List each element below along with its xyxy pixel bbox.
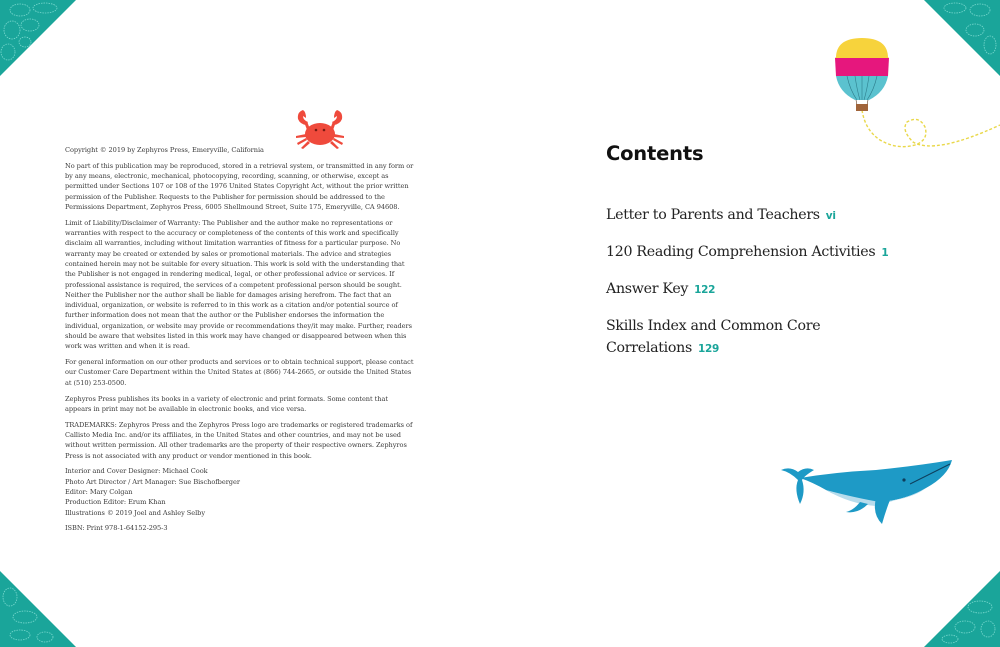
toc-entry[interactable] — [606, 278, 936, 301]
reproduction-notice: No part of this publication may be reproduced, stored in a retrieval system, or transmitted in any form or by any means, electronic, mechanical, photocopying, recording, scanning, or otherwise, except as permitted under Sections 107 or 108 of the 1976 United States Copyright Act, without the prior written permission of the Publisher. Requests to the Publisher for permission should be addressed to the Permissions Department, Zephyros Press, 6005 Shellmound Street, Suite 175, Emeryville, CA 94608. — [65, 161, 414, 211]
toc-entry-label: 120 Reading Comprehension Activities — [606, 244, 876, 260]
trademarks-notice: TRADEMARKS: Zephyros Press and the Zephyros Press logo are trademarks or registered trademarks of Callisto Media Inc. and/or its affiliates, in the United States and other countries, and may not be used without written permission. All other trademarks are the property of their respective owners. Zephyros Press is not associated with any product or vendor mentioned in this book. — [65, 420, 413, 460]
formats-notice: Zephyros Press publishes its books in a variety of electronic and print formats. Some content that appears in print may not be available in electronic books, and vice versa. — [65, 394, 388, 413]
toc-list — [606, 204, 936, 374]
hot-air-balloon-illustration — [825, 30, 1000, 180]
toc-entry-label: Letter to Parents and Teachers — [606, 207, 820, 223]
whale-illustration — [776, 458, 956, 530]
teal-corner-top-left — [0, 0, 80, 80]
toc-entry[interactable] — [606, 315, 846, 360]
toc-entry-page: vi — [825, 210, 836, 222]
credit-line: Photo Art Director / Art Manager: Sue Bischofberger — [65, 477, 240, 486]
toc-entry[interactable] — [606, 241, 936, 264]
toc-entry-page: 1 — [881, 247, 889, 259]
teal-corner-bottom-left — [0, 567, 80, 647]
teal-corner-bottom-right — [920, 567, 1000, 647]
toc-entry-label: Skills Index and Common Core Correlations — [606, 318, 821, 356]
toc-entry-page: 122 — [694, 284, 716, 296]
toc-entry[interactable] — [606, 204, 936, 227]
toc-entry-label: Answer Key — [606, 281, 689, 297]
copyright-line: Copyright © 2019 by Zephyros Press, Emeryville, California — [65, 146, 264, 154]
customer-care-info: For general information on our other products and services or to obtain technical support, please contact our Customer Care Department within the United States at (866) 744-2665, or outside the United States at (510) 253-0500. — [65, 358, 414, 387]
credit-line: Editor: Mary Colgan — [65, 487, 133, 496]
credit-line: Interior and Cover Designer: Michael Cook — [65, 467, 208, 476]
contents-title: Contents — [606, 142, 704, 165]
toc-entry-page: 129 — [697, 343, 719, 355]
isbn: ISBN: Print 978-1-64152-295-3 — [65, 523, 168, 532]
liability-disclaimer: Limit of Liability/Disclaimer of Warranty: The Publisher and the author make no representations or warranties with respect to the accuracy or completeness of the contents of this work and specifically disclaim all warranties, including without limitation warranties of fitness for a particular purpose. No warranty may be created or extended by sales or promotional materials. The advice and strategies contained herein may not be suitable for every situation. This work is sold with the understanding that the Publisher is not engaged in rendering medical, legal, or other professional advice or services. If professional assistance is required, the services of a competent professional person should be sought. Neither the Publisher nor the author shall be liable for damages arising herefrom. The fact that an individual, organization, or website is referred to in this work as a citation and/or potential source of further information does not mean that the author or the Publisher endorses the information the individual, organization, or website may provide or recommendations they/it may make. Further, readers should be aware that websites listed in this work may have changed or disappeared between when this work was written and when it is read. — [65, 218, 412, 351]
copyright-page — [65, 145, 415, 533]
credits — [65, 466, 415, 533]
credit-line: Production Editor: Erum Khan — [65, 498, 166, 507]
credit-line: Illustrations © 2019 Joel and Ashley Selby — [65, 508, 206, 517]
